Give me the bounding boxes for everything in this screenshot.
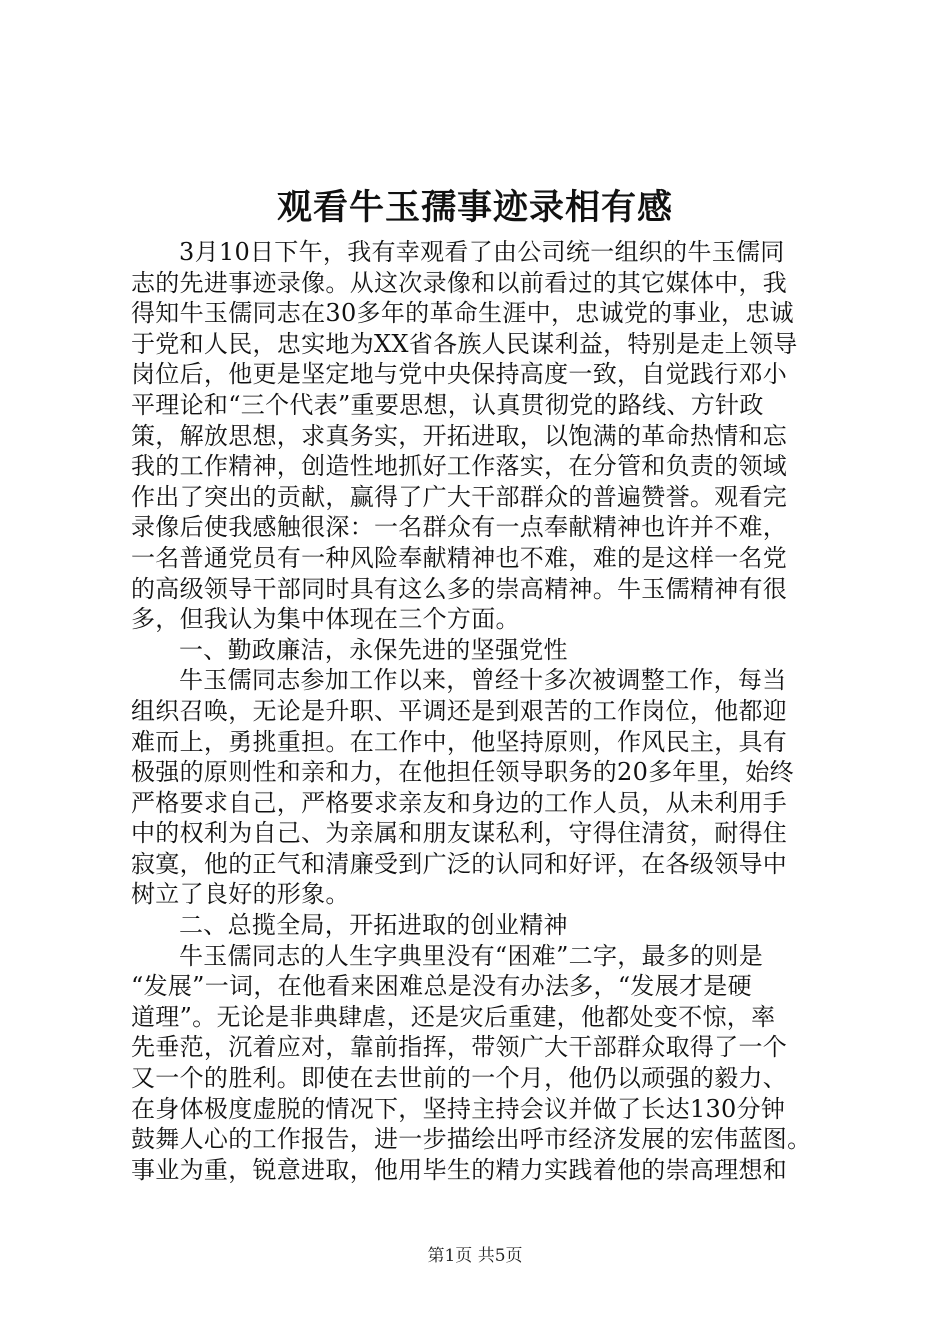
text-line: 难而上，勇挑重担。在工作中，他坚持原则，作风民主，具有 [131, 727, 788, 756]
text-line: 牛玉儒同志的人生字典里没有“困难”二字，最多的则是 [179, 941, 764, 970]
text-line: 平理论和“三个代表”重要思想，认真贯彻党的路线、方针政 [131, 390, 764, 419]
text-line: 先垂范，沉着应对，靠前指挥，带领广大干部群众取得了一个 [131, 1033, 788, 1062]
text-line: 策，解放思想，求真务实，开拓进取，以饱满的革命热情和忘 [131, 421, 788, 450]
text-line: 寂寞，他的正气和清廉受到广泛的认同和好评，在各级领导中 [131, 849, 788, 878]
text-line: 事业为重，锐意进取，他用毕生的精力实践着他的崇高理想和 [131, 1155, 788, 1184]
page-footer: 第1页 共5页 [427, 1246, 523, 1266]
text-line: 志的先进事迹录像。从这次录像和以前看过的其它媒体中，我 [131, 268, 788, 297]
text-line: 3月10日下午，我有幸观看了由公司统一组织的牛玉儒同 [179, 238, 785, 266]
text-line: 于党和人民，忠实地为XX省各族人民谋利益，特别是走上领导 [131, 329, 798, 358]
text-line: 多，但我认为集中体现在三个方面。 [131, 605, 520, 634]
text-line: 得知牛玉儒同志在30多年的革命生涯中，忠诚党的事业，忠诚 [131, 299, 794, 328]
text-line: 一、勤政廉洁，永保先进的坚强党性 [179, 635, 568, 664]
text-line: 中的权利为自己、为亲属和朋友谋私利，守得住清贫，耐得住 [131, 819, 788, 848]
text-line: 一名普通党员有一种风险奉献精神也不难，难的是这样一名党 [131, 543, 788, 572]
text-line: 树立了良好的形象。 [131, 880, 350, 909]
text-line: 牛玉儒同志参加工作以来，曾经十多次被调整工作，每当 [179, 666, 787, 695]
text-line: 又一个的胜利。即使在去世前的一个月，他仍以顽强的毅力、 [131, 1064, 788, 1093]
text-line: “发展”一词，在他看来困难总是没有办法多，“发展才是硬 [131, 972, 752, 1001]
document-title: 观看牛玉孺事迹录相有感 [276, 187, 673, 228]
document-body [131, 237, 843, 1185]
text-line: 在身体极度虚脱的情况下，坚持主持会议并做了长达130分钟 [131, 1094, 786, 1123]
text-line: 严格要求自己，严格要求亲友和身边的工作人员，从未利用手 [131, 788, 788, 817]
text-line: 岗位后，他更是坚定地与党中央保持高度一致，自觉践行邓小 [131, 360, 788, 389]
text-line: 二、总揽全局，开拓进取的创业精神 [179, 911, 568, 940]
text-line: 道理”。无论是非典肆虐，还是灾后重建，他都处变不惊，率 [131, 1002, 776, 1031]
text-line: 我的工作精神，创造性地抓好工作落实，在分管和负责的领域 [131, 452, 788, 481]
text-line: 组织召唤，无论是升职、平调还是到艰苦的工作岗位，他都迎 [131, 696, 788, 725]
text-line: 的高级领导干部同时具有这么多的崇高精神。牛玉儒精神有很 [131, 574, 788, 603]
text-line: 录像后使我感触很深：一名群众有一点奉献精神也许并不难， [131, 513, 788, 542]
text-line: 作出了突出的贡献，赢得了广大干部群众的普遍赞誉。观看完 [131, 482, 788, 511]
text-line: 极强的原则性和亲和力，在他担任领导职务的20多年里，始终 [131, 758, 794, 787]
text-line: 鼓舞人心的工作报告，进一步描绘出呼市经济发展的宏伟蓝图。 [131, 1125, 812, 1154]
